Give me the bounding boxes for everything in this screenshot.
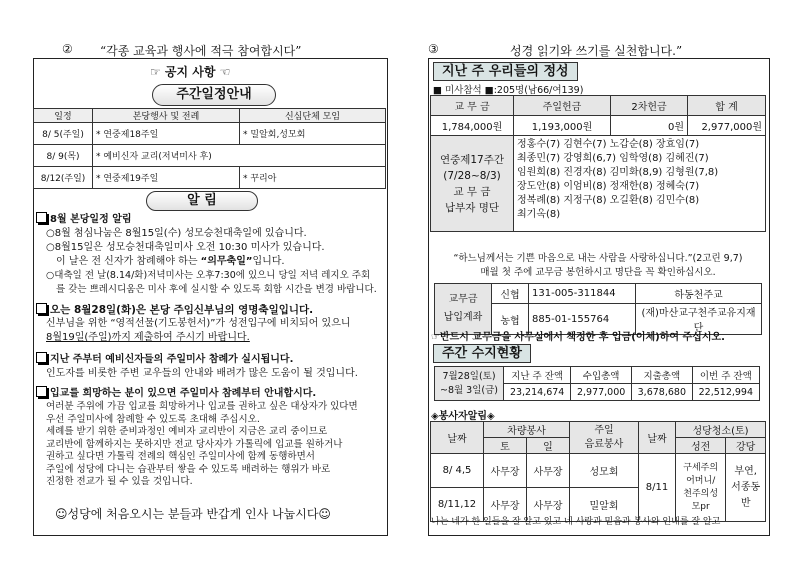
notice-heading: 8월 본당일정 알림 <box>50 214 132 225</box>
notice-line: 신부님을 위한 “영적선물(기도봉헌서)”가 성전입구에 비치되어 있으니 <box>46 318 351 329</box>
service-sat: 사무장 <box>484 488 527 522</box>
expense-total: 3,678,680 <box>631 384 692 401</box>
notice-line: 우선 주일미사에 참례할 수 있도록 초대해 주십시오. <box>46 413 260 425</box>
service-sun: 사무장 <box>527 454 570 488</box>
account-label-line: 교무금 <box>448 294 478 305</box>
left-header-quote: “각종 교육과 행사에 적극 참여합시다” <box>100 44 302 58</box>
row-date: 8/ 9(목) <box>34 145 93 167</box>
row-group: * 밀알회,성모회 <box>240 123 386 145</box>
col-header-date: 일정 <box>34 109 93 123</box>
notice-heading: 입교를 희망하는 분이 있으면 주일미사 참례부터 안내합시다. <box>50 388 317 399</box>
cleaning-line: 어머니/ <box>686 475 716 486</box>
donor-label-line: (7/28~8/3) <box>443 169 501 182</box>
donor-line: 정복례(8) 지정구(8) 오길환(8) 김민수(8) <box>517 195 700 206</box>
col-header-drink <box>570 422 639 454</box>
weekly-schedule-table <box>33 108 386 189</box>
account-number: 885-01-155764 <box>529 304 636 335</box>
notice-line: 이 날은 전 신자가 참례해야 하는 <box>56 256 201 267</box>
col-header-date2: 날짜 <box>639 422 676 454</box>
notice-heading: 지난 주부터 예비신자들의 주일미사 참례가 실시됩니다. <box>50 354 294 365</box>
alarm-title: 알 림 <box>146 191 258 211</box>
notice-line: 권하고 싶다면 가톨릭 전례의 핵심인 주일미사에 함께 동행하면서 <box>46 451 315 462</box>
offering-title: 지난 주 우리들의 정성 <box>433 62 578 81</box>
cleaning-hall <box>726 454 766 522</box>
bible-verse: “하느님께서는 기쁜 마음으로 내는 사람을 사랑하십니다.”(2고린 9,7) <box>453 253 743 264</box>
row-date: 8/ 5(주일) <box>34 123 93 145</box>
right-page-number: ③ <box>428 42 439 56</box>
donor-label <box>431 136 514 232</box>
notice-line: ○대축일 전 날(8.14/화)저녁미사는 오후7:30에 있으니 당일 저녁 레지오 주회 <box>46 270 371 281</box>
notice-line: 인도자를 비롯한 주변 교우들의 안내와 배려가 많은 도움이 될 것입니다. <box>46 368 358 379</box>
col-header-events: 본당행사 및 전례 <box>93 109 240 123</box>
weekly-schedule-title: 주간일정안내 <box>152 84 276 106</box>
bank-name: 농협 <box>492 304 529 335</box>
sunday-amount: 1,193,000원 <box>514 116 611 136</box>
notice-line: ○8월15일은 성모승천대축일미사 오전 10:30 미사가 있습니다. <box>46 242 325 253</box>
current-balance: 22,512,994 <box>692 384 759 401</box>
notice-heading: 오는 8월28일(화)은 본당 주임신부님의 영명축일입니다. <box>50 304 314 316</box>
notice-line: 교리반에 함께하지는 못하지만 전교 당사자가 가톨릭에 입교를 원하거나 <box>46 438 343 450</box>
service-date: 8/ 4,5 <box>431 454 484 488</box>
donor-label-line: 연중제17주간 <box>439 153 505 166</box>
col-header-expense: 지출총액 <box>631 367 692 384</box>
cleaning-line: 천주의성모pr <box>683 488 719 512</box>
finance-table <box>434 366 760 401</box>
notice-line: 진정한 전교가 될 수 있을 것입니다. <box>46 476 193 487</box>
col-header-date: 날짜 <box>431 422 484 454</box>
obligation-day-label: “의무축일” <box>200 256 253 267</box>
checkbox-bullet-icon <box>36 386 47 397</box>
tithe-reminder: 매월 첫 주에 교무금 봉헌하시고 명단을 꼭 확인하십시오. <box>480 267 716 278</box>
row-date: 8/12(주일) <box>34 167 93 189</box>
notice-line: 를 갖는 쁘레시디움은 미사 후에 실시할 수 있도록 회합 시간을 변경 바랍니다. <box>56 284 377 295</box>
cleaning-line: 구세주의 <box>683 462 719 473</box>
col-header-sat: 토 <box>484 438 527 454</box>
offering-table <box>430 95 766 232</box>
left-page-number: ② <box>62 42 73 56</box>
notice-august-schedule <box>36 212 381 297</box>
donor-label-line: 납부자 명단 <box>444 201 500 214</box>
donor-line: 임원희(8) 진경자(8) 김미화(8,9) 김형원(7,8) <box>517 167 719 178</box>
donor-label-line: 교 무 금 <box>453 185 491 198</box>
total-amount: 2,977,000원 <box>688 116 766 136</box>
table-row <box>34 123 386 145</box>
finance-period <box>435 367 504 401</box>
bottom-quote: 나는 네가 한 일들을 잘 알고 있고 네 사랑과 믿음과 봉사와 인내를 잘 알고 <box>431 517 721 527</box>
service-drink: 밀알회 <box>570 488 639 522</box>
col-header-sanctuary: 성전 <box>676 438 726 454</box>
col-header-balance: 이번 주 잔액 <box>692 367 759 384</box>
account-number: 131-005-311844 <box>529 284 636 304</box>
checkbox-bullet-icon <box>36 303 47 314</box>
service-title: ◈봉사자알림◈ <box>431 411 495 422</box>
account-holder: 하동천주교 <box>636 284 762 304</box>
service-date: 8/11,12 <box>431 488 484 522</box>
account-warning: ☞반드시 교무금을 사무실에서 책정한 후 입금(이체)하여 주십시오. <box>431 332 725 343</box>
cleaning-line: 부연, <box>734 465 757 477</box>
notice-evangelization <box>36 386 381 489</box>
row-event: * 연중제19주일 <box>93 167 240 189</box>
col-header-prev-balance: 지난 주 잔액 <box>504 367 571 384</box>
notice-feast-day <box>36 303 381 345</box>
col-header-parking: 차량봉사 <box>484 422 570 438</box>
account-label-line: 납입계좌 <box>443 312 483 323</box>
donor-line: 정홍수(7) 김현수(7) 노갑순(8) 장효임(7) <box>517 139 700 150</box>
period-line: 7월28일(토) <box>442 370 496 382</box>
row-event: * 예비신자 교리(저녁미사 후) <box>93 145 386 167</box>
service-sun: 사무장 <box>527 488 570 522</box>
notice-line: 입니다. <box>252 256 285 267</box>
checkbox-bullet-icon <box>36 352 47 363</box>
service-table <box>430 421 766 522</box>
cleaning-date: 8/11 <box>639 454 676 522</box>
col-header-hall: 강당 <box>726 438 766 454</box>
donor-line: 최기옥(8) <box>517 209 561 220</box>
col-header-cleaning: 성당청소(토) <box>676 422 766 438</box>
tithe-amount: 1,784,000원 <box>431 116 514 136</box>
row-group: * 꾸리아 <box>240 167 386 189</box>
second-amount: 0원 <box>611 116 688 136</box>
col-header-groups: 신심단체 모임 <box>240 109 386 123</box>
table-row <box>34 145 386 167</box>
donor-line: 최종민(7) 강영희(6,7) 임학영(8) 김혜진(7) <box>517 153 709 164</box>
attendance-count: ■ 미사참석 ■:205명(남66/여139) <box>433 85 584 96</box>
notice-line: 여러분 주위에 가끔 입교를 희망하거나 입교를 권하고 싶은 대상자가 있다면 <box>46 401 358 412</box>
col-header-sunday: 주일헌금 <box>514 96 611 116</box>
col-header-sun: 일 <box>527 438 570 454</box>
account-label <box>435 284 492 335</box>
notice-line: 8월19일(주일)까지 제출하여 주시기 바랍니다. <box>46 332 250 343</box>
donor-list <box>514 136 766 232</box>
finance-title: 주간 수지현황 <box>433 344 531 363</box>
cleaning-sanctuary <box>676 454 726 522</box>
col-header-total: 합 계 <box>688 96 766 116</box>
left-footer-greeting: ☺성당에 처음오시는 분들과 반갑게 인사 나눕시다☺ <box>55 507 331 521</box>
notice-line: ○8월 첨심나눔은 8월15일(수) 성모승천대축일에 있습니다. <box>46 228 307 239</box>
col-header-second: 2차헌금 <box>611 96 688 116</box>
drink-header-line: 음료봉사 <box>584 438 624 450</box>
donor-line: 장도안(8) 이엄비(8) 정재한(8) 정혜숙(7) <box>517 181 700 192</box>
notice-line: 세례를 받기 위한 준비과정인 예비자 교리반이 지금은 교리 중이므로 <box>46 426 328 437</box>
notice-title: ☞ 공지 사항 ☜ <box>150 65 231 79</box>
period-line: ~8월 3일(금) <box>439 384 498 396</box>
service-drink: 성모회 <box>570 454 639 488</box>
table-row <box>431 454 766 488</box>
prev-balance: 23,214,674 <box>504 384 571 401</box>
service-sat: 사무장 <box>484 454 527 488</box>
row-event: * 연중제18주일 <box>93 123 240 145</box>
right-header-quote: 성경 읽기와 쓰기를 실천합니다.” <box>510 44 683 58</box>
table-row <box>34 167 386 189</box>
notice-catechumen <box>36 352 381 381</box>
bank-name: 신협 <box>492 284 529 304</box>
notice-line: 주일에 성당에 다니는 습관부터 쌓을 수 있도록 배려하는 행위가 바로 <box>46 463 331 475</box>
drink-header-line: 주일 <box>594 424 614 436</box>
cleaning-line: 서종동반 <box>731 481 761 509</box>
col-header-income: 수입총액 <box>571 367 632 384</box>
checkbox-bullet-icon <box>36 212 47 223</box>
account-holder: (재)마산교구천주교유지재단 <box>636 304 762 335</box>
col-header-tithe: 교 무 금 <box>431 96 514 116</box>
income-total: 2,977,000 <box>571 384 632 401</box>
